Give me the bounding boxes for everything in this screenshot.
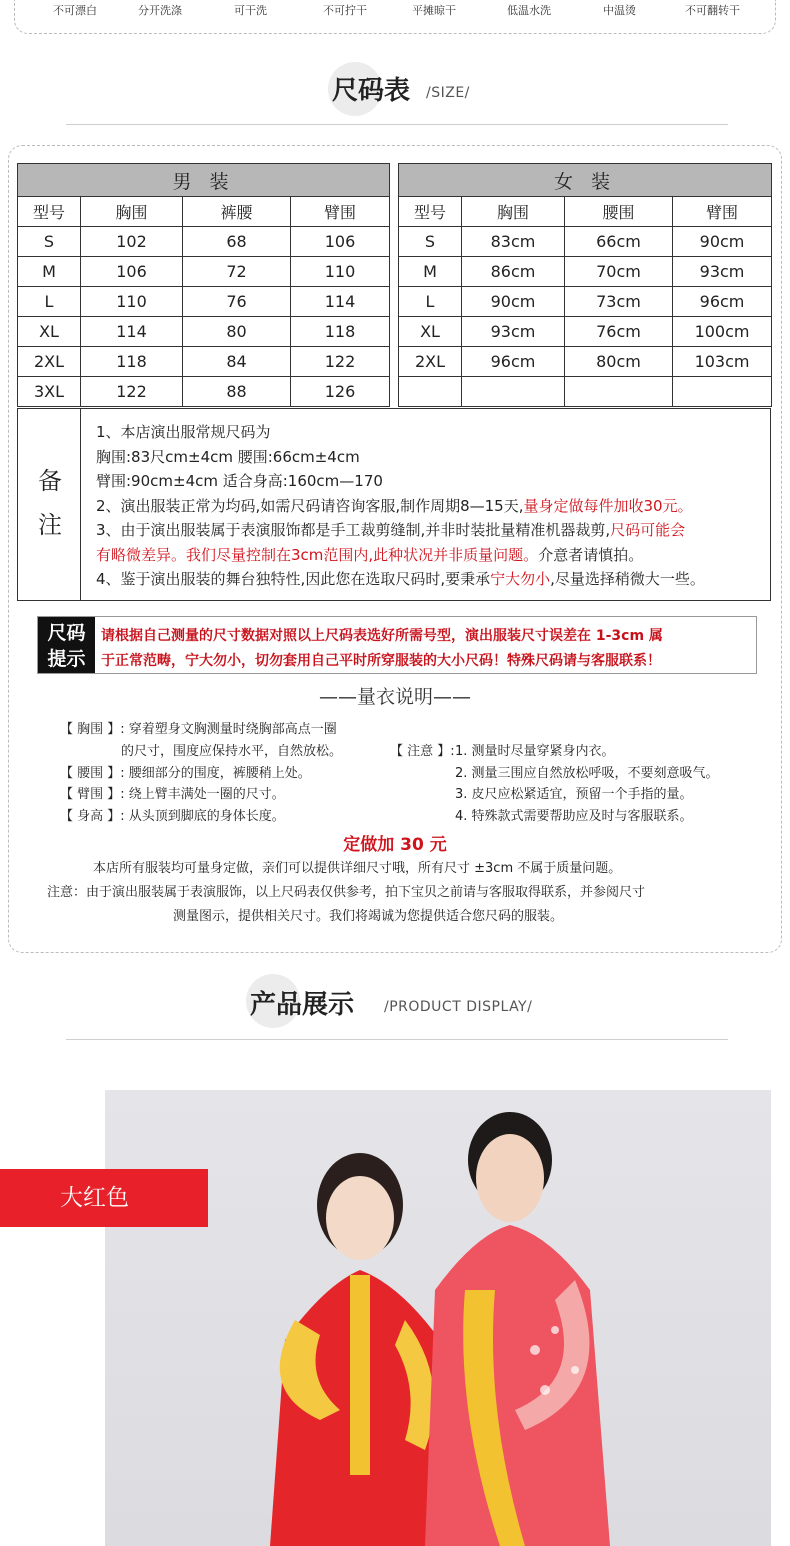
custom-price-note: 定做加 30 元	[343, 835, 447, 855]
man-face-shape	[476, 1134, 544, 1222]
note-text: ,尽量选择稍微大一些。	[550, 570, 705, 588]
size-tip-banner	[37, 616, 757, 674]
measure-chest-line-1: 【 胸围 】: 穿着塑身文胸测量时绕胸部高点一圈	[60, 722, 337, 737]
product-section-title: 产品展示	[250, 990, 355, 1020]
product-photo	[105, 1090, 771, 1546]
note-line-4	[96, 495, 693, 516]
table-cell: XL	[18, 317, 81, 347]
table-cell: 114	[81, 317, 183, 347]
notes-box	[17, 408, 771, 601]
note-line-2: 胸围:83尺cm±4cm 腰围:66cm±4cm	[96, 448, 360, 466]
col-header: 型号	[18, 197, 81, 227]
table-row	[18, 317, 390, 347]
table-cell: 118	[81, 347, 183, 377]
table-cell: 93cm	[462, 317, 565, 347]
care-low-temp-wash: 低温水洗	[507, 4, 551, 17]
note-highlight: 宁大勿小	[490, 570, 551, 588]
table-cell: 126	[291, 377, 390, 407]
table-cell: 88	[183, 377, 291, 407]
table-cell: 72	[183, 257, 291, 287]
table-cell: L	[18, 287, 81, 317]
note-text: 4、鉴于演出服装的舞台独特性,因此您在选取尺码时,要秉承	[96, 570, 491, 588]
table-row	[18, 347, 390, 377]
table-row	[399, 347, 772, 377]
table-row	[18, 227, 390, 257]
table-cell: 118	[291, 317, 390, 347]
table-cell: 70cm	[565, 257, 673, 287]
care-medium-iron: 中温烫	[603, 4, 636, 17]
care-flat-dry: 平摊晾干	[412, 4, 456, 17]
table-cell: XL	[399, 317, 462, 347]
measure-tip-2: 2. 测量三围应自然放松呼吸，不要刻意吸气。	[455, 766, 719, 781]
table-cell: 100cm	[673, 317, 772, 347]
tip-label-bottom: 提示	[47, 648, 86, 670]
size-section-title: 尺码表	[332, 76, 411, 106]
table-cell: 3XL	[18, 377, 81, 407]
table-cell: 90cm	[673, 227, 772, 257]
care-dry-clean: 可干洗	[234, 4, 267, 17]
section-divider	[66, 1039, 728, 1040]
note-line-5	[96, 519, 685, 540]
table-cell: 76	[183, 287, 291, 317]
product-photo-illustration	[105, 1090, 771, 1546]
table-cell: 80cm	[565, 347, 673, 377]
table-row	[18, 257, 390, 287]
measure-tip-4: 4. 特殊款式需要帮助应及时与客服联系。	[455, 809, 693, 824]
women-column-headers	[399, 197, 772, 227]
footer-line-3: 测量图示，提供相关尺寸。我们将竭诚为您提供适合您尺码的服装。	[173, 909, 564, 924]
table-cell: M	[18, 257, 81, 287]
table-cell: 73cm	[565, 287, 673, 317]
note-line-6	[96, 544, 643, 565]
table-cell: 102	[81, 227, 183, 257]
table-cell: 86cm	[462, 257, 565, 287]
table-cell: 83cm	[462, 227, 565, 257]
care-no-bleach: 不可漂白	[53, 4, 97, 17]
table-cell	[565, 377, 673, 407]
table-cell: S	[399, 227, 462, 257]
table-cell: M	[399, 257, 462, 287]
col-header: 腰围	[565, 197, 673, 227]
tip-label-top: 尺码	[47, 622, 86, 644]
care-wash-separately: 分开洗涤	[138, 4, 182, 17]
table-cell	[399, 377, 462, 407]
table-row	[399, 287, 772, 317]
table-cell: 80	[183, 317, 291, 347]
measure-chest-line-2: 的尺寸，围度应保持水平，自然放松。	[121, 744, 343, 759]
tip-line-1: 请根据自己测量的尺寸数据对照以上尺码表选好所需号型，演出服装尺寸误差在 1-3cm 属	[101, 628, 663, 644]
men-column-headers	[18, 197, 390, 227]
sequin-dot	[571, 1366, 579, 1374]
col-header: 型号	[399, 197, 462, 227]
women-table-heading: 女 装	[399, 164, 772, 197]
table-cell	[673, 377, 772, 407]
measure-tip-1: 1. 测量时尽量穿紧身内衣。	[455, 744, 615, 759]
color-variant-tag: 大红色	[0, 1169, 208, 1227]
table-cell: 103cm	[673, 347, 772, 377]
measure-arm: 【 臂围 】: 绕上臂丰满处一圈的尺寸。	[60, 787, 285, 802]
table-cell: 110	[291, 257, 390, 287]
product-section-subtitle: /PRODUCT DISPLAY/	[384, 999, 533, 1015]
measure-height: 【 身高 】: 从头顶到脚底的身体长度。	[60, 809, 285, 824]
note-highlight: 量身定做每件加收30元。	[523, 497, 693, 515]
table-row	[399, 377, 772, 407]
tip-line-2: 于正常范畴，宁大勿小，切勿套用自己平时所穿服装的大小尺码！特殊尺码请与客服联系！	[101, 653, 661, 669]
measure-attention-label: 【 注意 】:	[390, 744, 455, 759]
table-cell: 110	[81, 287, 183, 317]
note-line-7	[96, 568, 705, 589]
man-costume-shape	[425, 1225, 610, 1546]
measure-title: ——量衣说明——	[318, 686, 471, 708]
note-highlight: 有略微差异。我们尽量控制在3cm范围内,此种状况并非质量问题。	[96, 546, 539, 564]
table-row	[399, 317, 772, 347]
table-row	[18, 377, 390, 407]
note-highlight: 尺码可能会	[610, 521, 686, 539]
table-cell: 122	[81, 377, 183, 407]
care-instructions-strip	[14, 0, 776, 34]
men-table-heading: 男 装	[18, 164, 390, 197]
care-no-wring: 不可拧干	[323, 4, 367, 17]
sequin-dot	[540, 1385, 550, 1395]
notes-label-bottom: 注	[38, 511, 62, 539]
table-row	[399, 257, 772, 287]
woman-face-shape	[326, 1176, 394, 1260]
note-text: 3、由于演出服装属于表演服饰都是手工裁剪缝制,并非时装批量精准机器裁剪,	[96, 521, 611, 539]
col-header: 裤腰	[183, 197, 291, 227]
table-cell	[462, 377, 565, 407]
note-text: 2、演出服装正常为均码,如需尺码请咨询客服,制作周期8—15天,	[96, 497, 524, 515]
sequin-dot	[551, 1326, 559, 1334]
sequin-dot	[530, 1345, 540, 1355]
table-cell: 96cm	[462, 347, 565, 377]
size-section-subtitle: /SIZE/	[426, 85, 470, 101]
table-cell: 96cm	[673, 287, 772, 317]
measure-tip-3: 3. 皮尺应松紧适宜，预留一个手指的量。	[455, 787, 693, 802]
woman-tassel-shape	[350, 1275, 370, 1475]
table-cell: 84	[183, 347, 291, 377]
table-cell: 2XL	[399, 347, 462, 377]
table-cell: 2XL	[18, 347, 81, 377]
note-text: 介意者请慎拍。	[538, 546, 644, 564]
col-header: 臂围	[673, 197, 772, 227]
table-cell: L	[399, 287, 462, 317]
women-size-table	[398, 163, 772, 407]
note-line-1: 1、本店演出服常规尺码为	[96, 423, 271, 441]
notes-label-top: 备	[38, 467, 62, 495]
section-divider	[66, 124, 728, 125]
table-cell: 66cm	[565, 227, 673, 257]
men-size-table	[17, 163, 390, 407]
col-header: 胸围	[462, 197, 565, 227]
table-cell: 68	[183, 227, 291, 257]
size-tip-label	[38, 617, 95, 673]
col-header: 臂围	[291, 197, 390, 227]
footer-line-1: 本店所有服装均可量身定做，亲们可以提供详细尺寸哦，所有尺寸 ±3cm 不属于质量问题。	[93, 861, 622, 876]
table-cell: 93cm	[673, 257, 772, 287]
table-cell: 106	[81, 257, 183, 287]
table-cell: 114	[291, 287, 390, 317]
measure-waist: 【 腰围 】: 腰细部分的围度，裤腰稍上处。	[60, 766, 311, 781]
footer-line-2: 注意：由于演出服装属于表演服饰，以上尺码表仅供参考，拍下宝贝之前请与客服取得联系，并参阅尺寸	[47, 885, 646, 900]
table-row	[18, 287, 390, 317]
table-cell: 106	[291, 227, 390, 257]
notes-label-cell	[18, 409, 81, 600]
care-no-tumble-dry: 不可翻转干	[685, 4, 740, 17]
col-header: 胸围	[81, 197, 183, 227]
note-line-3: 臂围:90cm±4cm 适合身高:160cm—170	[96, 472, 383, 490]
table-row	[399, 227, 772, 257]
table-cell: S	[18, 227, 81, 257]
table-cell: 76cm	[565, 317, 673, 347]
table-cell: 90cm	[462, 287, 565, 317]
table-cell: 122	[291, 347, 390, 377]
